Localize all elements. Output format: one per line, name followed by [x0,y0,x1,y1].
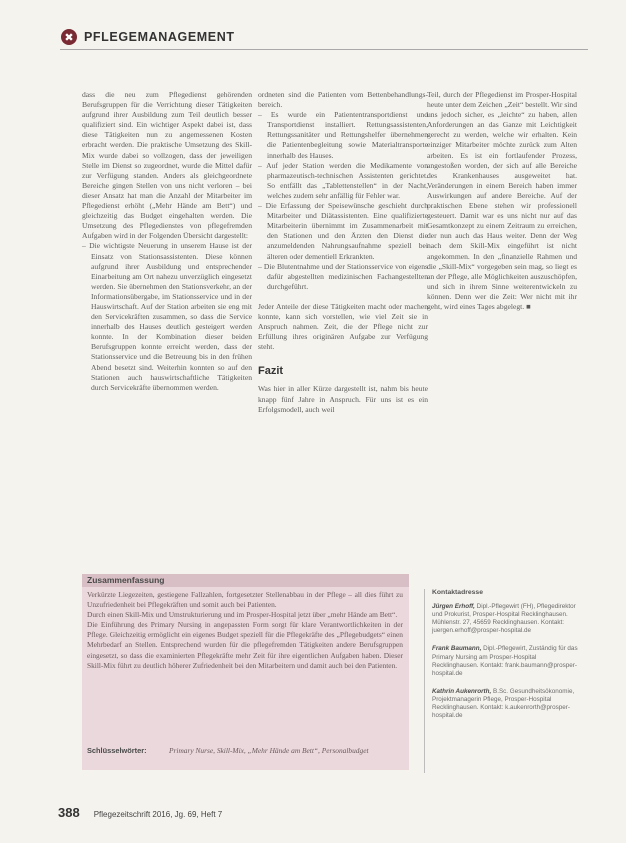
text-column-1 [82,90,252,393]
header-divider [60,49,588,50]
page-footer [58,805,222,820]
paragraph: Was hier in aller Kürze dargestellt ist, nahm bis heute knapp fünf Jahre in Anspruch. Für uns ist es ein Erfolgsmodell, auch weil [258,384,428,414]
summary-body [87,590,403,671]
section-logo-icon: ✖ [61,29,77,45]
paragraph: dass die neu zum Pflegedienst gehörenden Berufsgruppen für die Verrichtung dieser Tätigkeiten aufgrund ihrer Ausbildung zum Teil deutlich besser qualifiziert sind. Ein wichtiger Aspekt dabei ist, dass diese Tätigkeiten nun zu angemessenen Kosten erbracht werden. Die praktische Umsetzung des Skill-Mix wurde dabei so vollzogen, dass der jeweiligen Stelle im Dienst so zugeordnet, wurde die Mittel dafür zur Verfügung standen. Anders als gleichgeordnete Bereiche gingen Stellen von uns nicht verloren – bei dieser Ansatz hat man die Anzahl der Mitarbeiter im Pflegedienst erhöht („Mehr Hände am Bett“) und gleichzeitig das Budget eingehalten werden. Die Umsetzung des Pflegedienstes von pflegefremden Aufgaben wird in der Folgenden Übersicht dargestellt: [82,90,252,241]
keywords-label: Schlüsselwörter: [87,746,147,755]
list-item: – Es wurde ein Patiententransportdienst und Transportdienst installiert. Rettungsassistenten, Rettungssanitäter und Rettungshelfer übernehmen die Patientenbegleitung sowie Materialtransporte innerhalb des Hauses. [258,110,428,160]
journal-reference: Pflegezeitschrift 2016, Jg. 69, Heft 7 [93,810,223,819]
paragraph: ordneten sind die Patienten vom Bettenbehandlungs-bereich. [258,90,428,110]
author-name: Kathrin Aukenrorth, [432,687,492,695]
summary-paragraph: Verkürzte Liegezeiten, gestiegene Fallzahlen, fortgesetzter Stellenabbau in der Pflege – all dies führt zu Unzufriedenheit bei Pflegekräften und somit auch bei Patienten. [87,590,403,610]
text-column-2 [258,90,428,415]
author-text: B.Sc. Gesundheitsökonomie, Projektmanagerin Pflege, Prosper-Hospital Recklinghausen. Kontakt: k.aukenrorth@prosper-hospital.de [432,687,575,720]
list-item: – Die Erfassung der Speisewünsche geschieht durch Mitarbeiter und Diätassistenten. Eine qualifizierte Mitarbeiterin übernimmt im Zusammenarbeit mit den Stationen und den Ärzten den Dienst die anzumeldenden Nahrungsaufnahme speziell bei älteren oder dementiell Erkrankten. [258,201,428,261]
keywords [87,746,405,756]
page-number: 388 [58,805,80,820]
authors-box [424,589,582,773]
list-item: – Die wichtigste Neuerung in unserem Hause ist der Einsatz von Stationsassistenten. Diese können aufgrund ihrer Ausbildung und entsprechender Einarbeitung am Ort nahezu unverzüglich eingesetzt werden. Sie übernehmen den Stationsverkehr, an der Informationsübergabe, im Stationsservice und in der Hauswirtschaft. Auf der Station arbeiten sie eng mit den Servicekräften zusammen, so dass die Service innerhalb des Hauses deutlich gesteigert werden konnte. In der Kombination dieser beiden Berufsgruppen konnte erreicht werden, dass der Stationsservice und die Betreuung bis in den frühen Abend besetzt sind. Weiterhin konnten so auf den Stationen auch hauswirtschaftliche Tätigkeiten durch Servicekräfte übernommen werden. [82,241,252,392]
author-entry [432,645,582,677]
summary-paragraph: Die Einführung des Primary Nursing in angepassten Form sorgt für klare Verantwortlichkeiten in der Pflege. Gleichzeitig ermöglicht ein eigenes Budget speziell für die Pflegekräfte des „Pflegebudgets“ einen Mehrbedarf an Stellen. Entsprechend wurden für die pflegefremden Tätigkeiten andere Berufsgruppen eingesetzt, so dass die examinierten Pflegekräfte mehr Zeit für ihre eigentlichen Aufgaben haben. Dieser Skill-Mix führt zu deutlich höherer Zufriedenheit bei den Mitarbeitern und damit auch bei den Patienten. [87,620,403,670]
summary-paragraph: Durch einen Skill-Mix und Umstrukturierung und im Prosper-Hospital jetzt über „mehr Hände am Bett“. [87,610,398,620]
fazit-heading: Fazit [258,365,284,378]
paragraph: Teil, durch der Pflegedienst im Prosper-Hospital heute unter dem Zeichen „Zeit“ bestellt. Wir sind uns jedoch sicher, es „leichte“ zu haben, allen Anforderungen an das Ganze mit Leichtigkeit gerecht zu werden, welche wir erhalten. Kein einziger Mitarbeiter möchte zurück zum Alten arbeiten. Es ist ein fortlaufender Prozess, angestoßen worden, der sich auf alle Bereiche des Krankenhauses ausgeweitet hat. Veränderungen in einem Bereich haben immer Auswirkungen auf andere Bereiche. Auf der praktischen Ebene stehen wir professionell gesteuert. Damit war es uns nicht nur auf das Gesamtkonzept zu einem Zeitraum zu erreichen, der nun auch das Haus weiter. Denn der Weg nach dem Skill-Mix eingeführt ist nicht angekommen. In den „finanzielle Rahmen und die „Skill-Mix“ vorgegeben sein mag, so liegt es an der Pflege, alle Möglichkeiten auszuschöpfen, und sich in ihrem Sinne weiterentwickeln zu können. Denn wer die Zeit: Wer nicht mit ihr geht, wird eines Tages abgelegt. ■ [427,90,577,311]
bullet-list [258,110,428,292]
author-entry [432,603,582,635]
section-title: PFLEGEMANAGEMENT [84,30,235,44]
author-name: Jürgen Erhoff, [432,603,475,611]
summary-box [82,574,409,770]
list-item: – Auf jeder Station werden die Medikamente von pharmazeutisch-technischen Assistenten gerichtet. So entfällt das „Tablettenstellen“ in der Nacht, welches zudem sehr anfällig für Fehler war. [258,160,428,200]
author-entry [432,688,582,720]
bullet-list [82,241,252,392]
author-text: Dipl.-Pflegewirt, Zuständig für das Primary Nursing am Prosper-Hospital Recklinghausen. Kontakt: frank.baumann@prosper-hospital.de [432,645,578,677]
list-item: – Die Blutentnahme und der Stationsservice von eigens dafür abgestellten medizinischen Fachangestellten durchgeführt. [258,261,428,291]
author-name: Frank Baumann, [432,645,482,653]
page-header [61,29,235,45]
summary-title: Zusammenfassung [82,574,409,587]
text-column-3 [427,90,577,312]
paragraph: Jeder Anteile der diese Tätigkeiten macht oder machen konnte, kann sich vorstellen, wie viel Zeit sie in Anspruch nahmen. Zeit, die der Pflege nicht zur Erfüllung ihres originären Aufgabe zur Verfügung steht. [258,301,428,352]
keywords-value: Primary Nurse, Skill-Mix, „Mehr Hände am Bett“, Personalbudget [169,746,369,755]
authors-heading: Kontaktadresse [432,589,483,596]
author-text: Dipl.-Pflegewirt (FH), Pflegedirektor und Prokurist, Prosper-Hospital Recklinghausen. Mühlenstr. 27, 45659 Recklinghausen. Kontakt: juergen.erhoff@prosper-hospital.de [432,603,576,635]
